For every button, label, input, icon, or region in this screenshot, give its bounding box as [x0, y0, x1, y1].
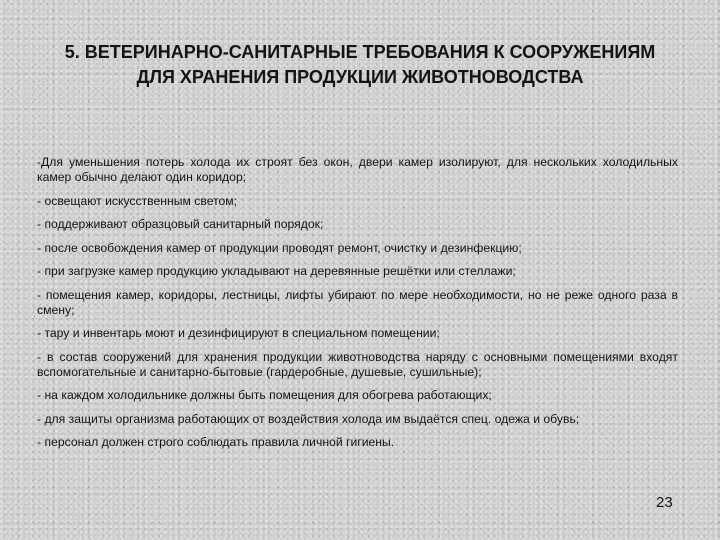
slide-title: 5. ВЕТЕРИНАРНО-САНИТАРНЫЕ ТРЕБОВАНИЯ К СООРУЖЕНИЯМ ДЛЯ ХРАНЕНИЯ ПРОДУКЦИИ ЖИВОТНОВОДСТВА	[64, 42, 656, 87]
list-item: - в состав сооружений для хранения продукции животноводства наряду с основными помещениями входят вспомогательные и санитарно-бытовые (гардеробные, душевые, сушильные);	[37, 349, 678, 379]
list-item: -Для уменьшения потерь холода их строят без окон, двери камер изолируют, для нескольких холодильных камер обычно делают один коридор;	[37, 155, 678, 184]
requirements-list	[37, 155, 678, 459]
list-item: - помещения камер, коридоры, лестницы, лифты убирают по мере необходимости, но не реже одного раза в смену;	[37, 287, 678, 317]
list-item: - для защиты организма работающих от воздействия холода им выдаётся спец. одежа и обувь;	[37, 411, 580, 426]
list-item: - на каждом холодильнике должны быть помещения для обогрева работающих;	[37, 388, 492, 402]
list-item: - освещают искусственным светом;	[37, 193, 238, 208]
list-item: - поддерживают образцовый санитарный порядок;	[37, 217, 324, 231]
page-number: 23	[656, 494, 673, 511]
list-item: - персонал должен строго соблюдать правила личной гигиены.	[37, 435, 395, 449]
list-item: - после освобождения камер от продукции проводят ремонт, очистку и дезинфекцию;	[37, 240, 522, 255]
list-item: - тару и инвентарь моют и дезинфицируют в специальном помещении;	[37, 326, 440, 340]
list-item: - при загрузке камер продукцию укладывают на деревянные решётки или стеллажи;	[37, 264, 516, 278]
